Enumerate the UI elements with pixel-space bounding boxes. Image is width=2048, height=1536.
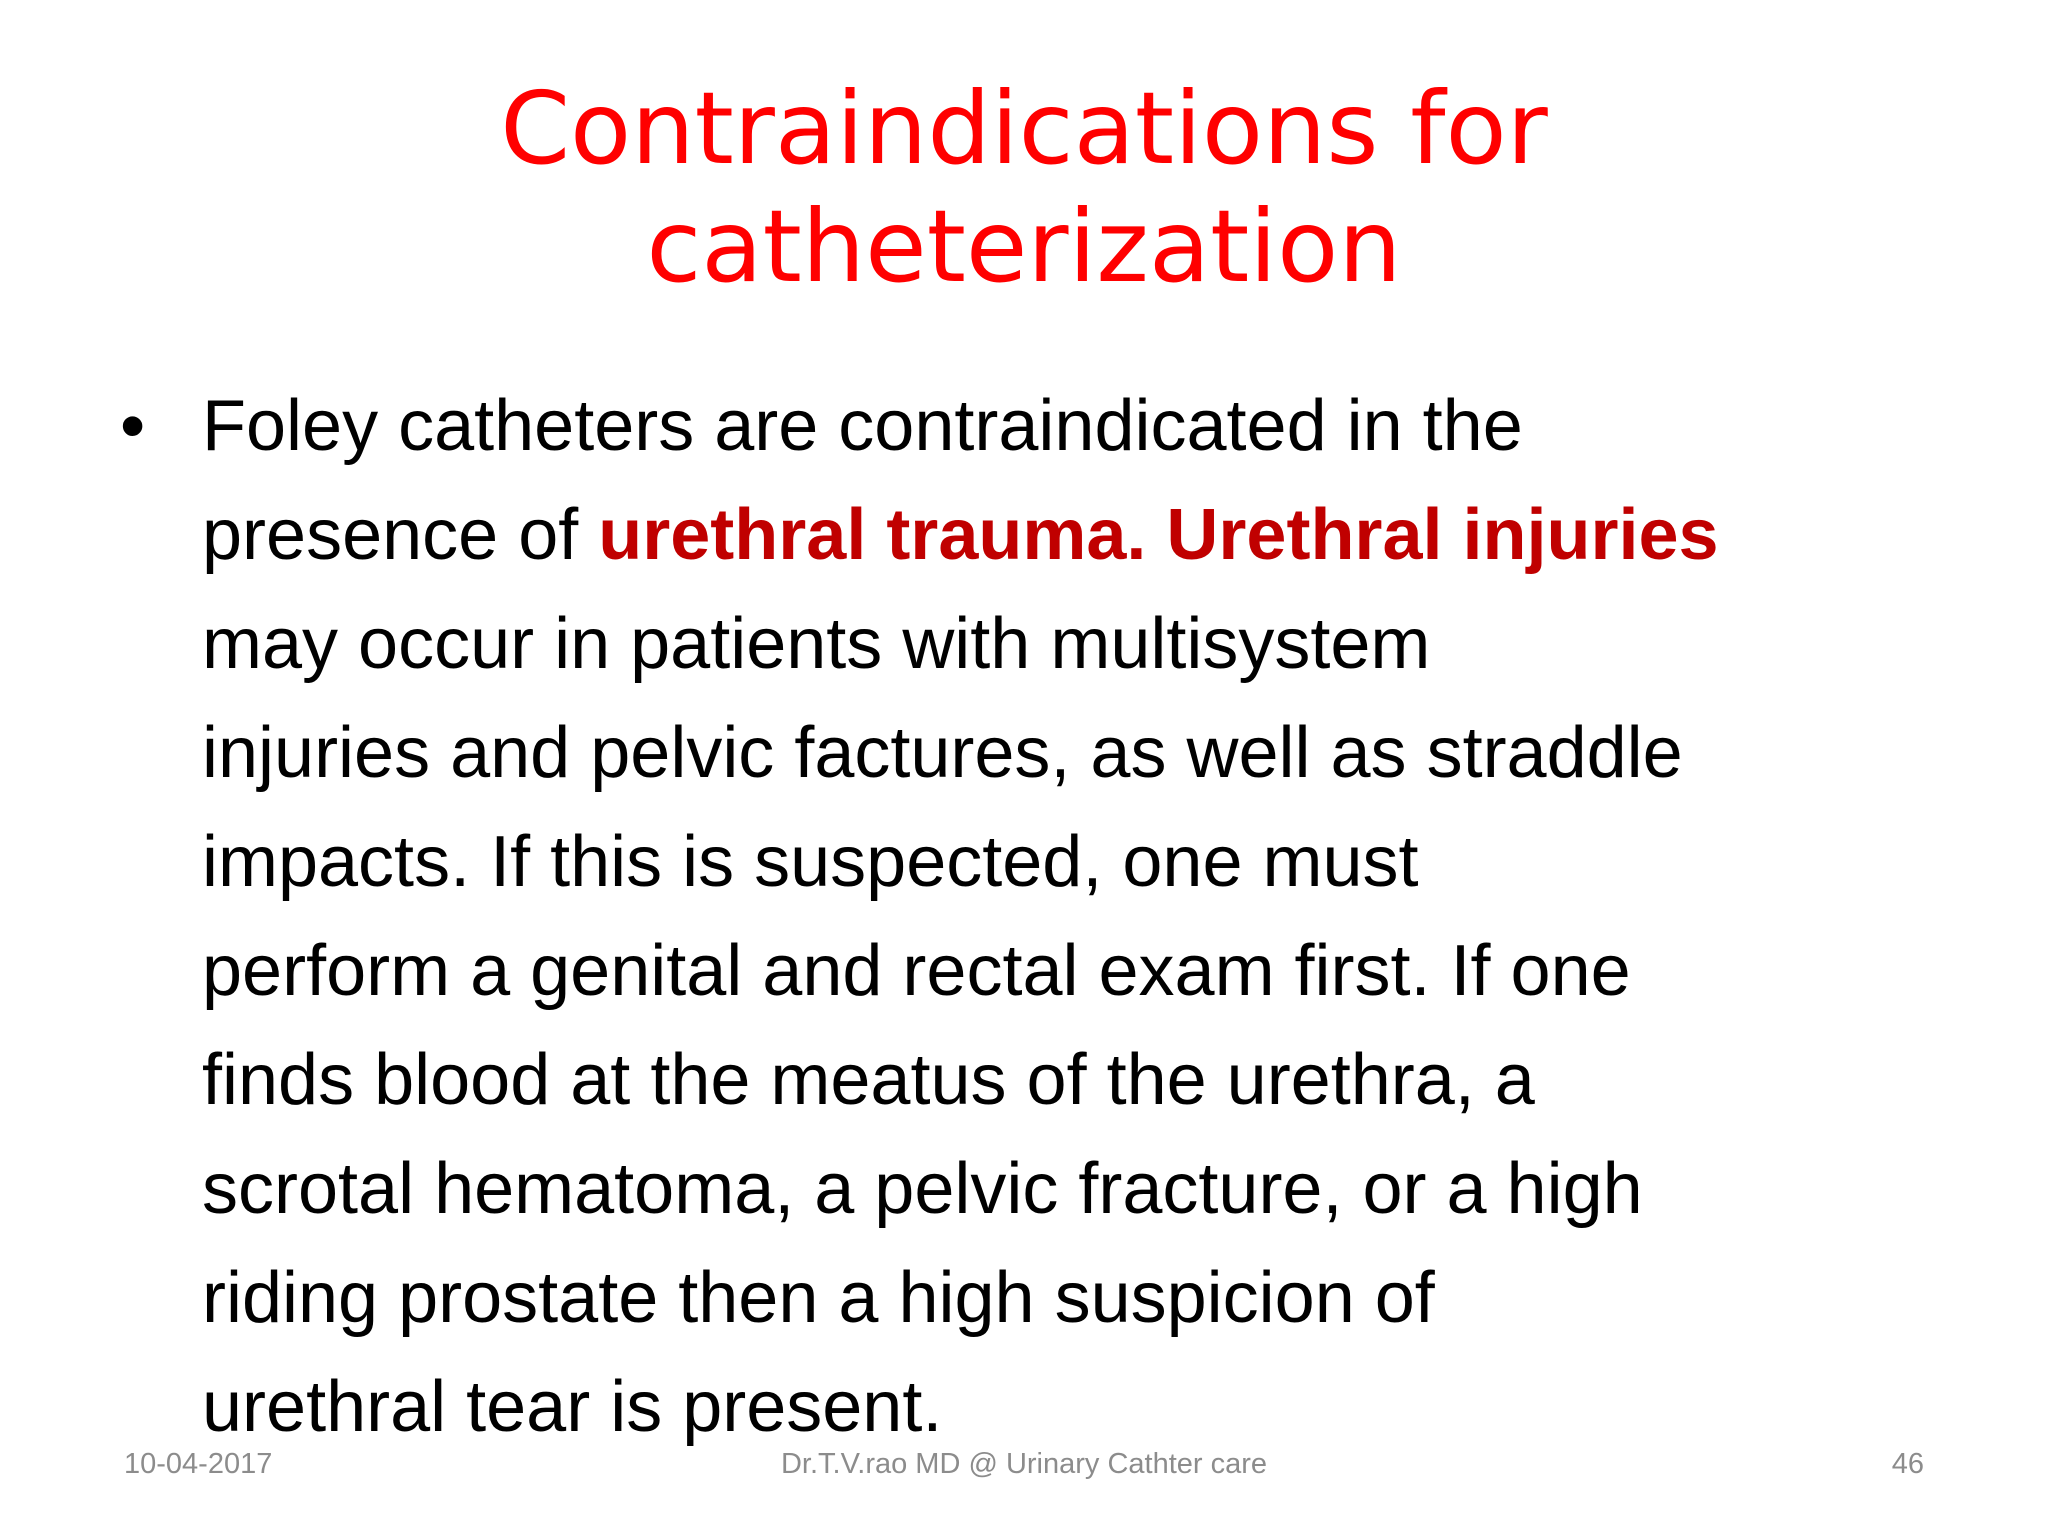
footer-date: 10-04-2017 (124, 1448, 273, 1480)
slide-title-line-2: catheterization (646, 188, 1402, 305)
bullet-text (202, 372, 1980, 1462)
bullet-line-9-text: riding prostate then a high suspicion of (202, 1258, 1435, 1338)
bullet-line-3-text: may occur in patients with multisystem (202, 604, 1431, 684)
bullet-line-1 (202, 372, 1980, 481)
bullet-line-4 (202, 699, 1980, 808)
bullet-line-7 (202, 1026, 1980, 1135)
bullet-line-10-text: urethral tear is present. (202, 1367, 943, 1447)
footer-page-number: 46 (1891, 1448, 1924, 1480)
bullet-line-2 (202, 481, 1980, 590)
bullet-line-6-text: perform a genital and rectal exam first. If one (202, 931, 1631, 1011)
bullet-line-2-text: presence of (202, 495, 599, 575)
bullet-line-4-text: injuries and pelvic factures, as well as straddle (202, 713, 1683, 793)
bullet-line-9 (202, 1244, 1980, 1353)
bullet-item (120, 372, 1980, 1462)
footer-author: Dr.T.V.rao MD @ Urinary Cathter care (780, 1448, 1268, 1480)
slide-title-line-1: Contraindications for (500, 70, 1548, 187)
highlight-urethral-trauma: urethral trauma. Urethral injuries (598, 495, 1719, 575)
bullet-line-5-text: impacts. If this is suspected, one must (202, 822, 1419, 902)
bullet-line-1-text: Foley catheters are contraindicated in the (202, 386, 1523, 466)
bullet-line-3 (202, 590, 1980, 699)
bullet-line-8 (202, 1135, 1980, 1244)
slide-title (0, 70, 2048, 306)
bullet-line-5 (202, 808, 1980, 917)
bullet-line-8-text: scrotal hematoma, a pelvic fracture, or a high (202, 1149, 1643, 1229)
slide-body (120, 372, 1980, 1462)
bullet-line-7-text: finds blood at the meatus of the urethra, a (202, 1040, 1535, 1120)
bullet-dot-icon: • (120, 386, 146, 466)
bullet-line-6 (202, 917, 1980, 1026)
